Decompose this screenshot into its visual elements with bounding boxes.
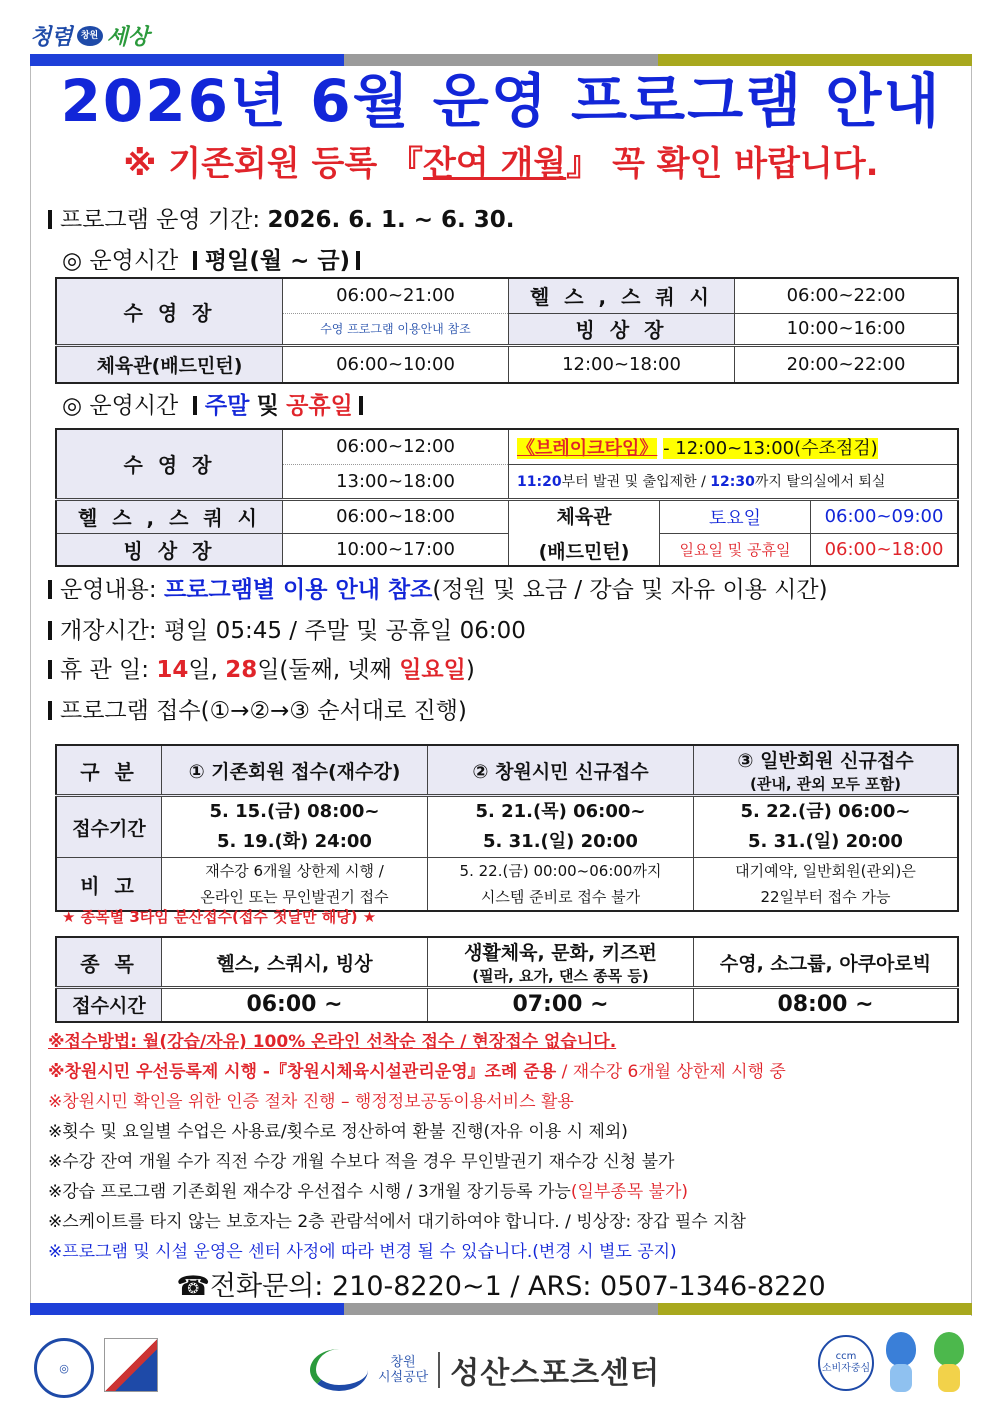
green-mascot-icon — [928, 1332, 970, 1394]
weekend-heading — [62, 389, 371, 423]
page-title: 2026년 6월 운영 프로그램 안내 — [60, 67, 942, 135]
split-col-health: 헬스, 스쿼시, 빙상 — [162, 937, 428, 988]
top-color-bar — [30, 54, 972, 66]
closed-text-2: 일(둘째, 넷째 — [257, 657, 392, 683]
weekday-gym-time-3: 20:00~22:00 — [735, 345, 959, 383]
operation-content — [48, 573, 828, 607]
weekday-ice-label: 빙 상 장 — [509, 313, 735, 345]
reg-col-citizen: ② 창원시민 신규접수 — [428, 745, 694, 796]
bullet-mark — [359, 396, 363, 415]
subtitle-prefix: ※ 기존회원 등록 — [123, 144, 378, 184]
reg-period-existing — [162, 796, 428, 858]
weekend-table — [55, 428, 959, 567]
weekend-ice-time: 10:00~17:00 — [283, 533, 509, 566]
reg-r3-a: 대기예약, 일반회원(관외)은 — [735, 862, 916, 880]
ccm-logo — [818, 1335, 874, 1391]
split-time-label: 접수시간 — [56, 988, 162, 1022]
weekday-ice-time: 10:00~16:00 — [735, 313, 959, 345]
reg-r2-a: 5. 22.(금) 00:00~06:00까지 — [459, 862, 662, 880]
weekday-table — [55, 277, 959, 384]
integrity-logo — [30, 20, 149, 51]
note-5: ※수강 잔여 개월 수가 직전 수강 개월 수보다 적을 경우 무인발권기 재수강 신청 불가 — [48, 1152, 675, 1172]
weekend-health-label: 헬 스 , 스 쿼 시 — [56, 499, 283, 533]
weekday-heading — [62, 244, 368, 278]
saturday-label: 토요일 — [660, 499, 811, 533]
break-note-d: 까지 탈의실에서 퇴실 — [754, 474, 886, 490]
corp-name-a: 창원 — [390, 1355, 416, 1370]
swoosh-logo-icon — [310, 1349, 368, 1391]
weekday-heading-value: 평일(월 ~ 금) — [204, 248, 351, 274]
reg-remark-citizen — [428, 858, 694, 912]
split-time-2: 07:00 ~ — [428, 988, 694, 1022]
logo-text-b: 세상 — [106, 24, 150, 50]
reg-period-label: 접수기간 — [56, 796, 162, 858]
reg-p3-a: 5. 22.(금) 06:00~ — [740, 801, 911, 822]
break-note — [509, 464, 959, 499]
weekend-pool-label: 수 영 장 — [56, 429, 283, 499]
bullet-mark — [48, 210, 52, 229]
sunday-label: 일요일 및 공휴일 — [660, 533, 811, 566]
reg-p2-b: 5. 31.(일) 20:00 — [483, 831, 638, 852]
reg-period-citizen — [428, 796, 694, 858]
weekend-gym-label — [509, 499, 660, 566]
bracket-close: 』 — [566, 144, 601, 184]
weekend-heading-prefix: ◎ 운영시간 — [62, 393, 179, 419]
logo-divider — [438, 1352, 440, 1388]
weekday-pool-note: 수영 프로그램 이용안내 참조 — [283, 313, 509, 345]
reg-col-existing: ① 기존회원 접수(재수강) — [162, 745, 428, 796]
split-time-table — [55, 936, 959, 1023]
subtitle-highlight: 잔여 개월 — [423, 144, 567, 184]
note-8: ※프로그램 및 시설 운영은 센터 사정에 따라 변경 될 수 있습니다.(변경 시 별도 공지) — [48, 1242, 677, 1262]
break-note-b: 부터 발권 및 출입제한 / — [561, 474, 706, 490]
note-1: ※접수방법: 월(강습/자유) 100% 온라인 선착순 접수 / 현장접수 없습니다. — [48, 1032, 617, 1052]
period-value: 2026. 6. 1. ~ 6. 30. — [267, 207, 515, 233]
note-4: ※횟수 및 요일별 수업은 사용료/횟수로 정산하여 환불 진행(자유 이용 시 제외) — [48, 1122, 628, 1142]
center-name: 성산스포츠센터 — [450, 1356, 661, 1391]
ccm-a: ccm — [835, 1351, 857, 1362]
corp-name — [378, 1355, 428, 1385]
weekday-health-label: 헬 스 , 스 쿼 시 — [509, 278, 735, 313]
weekend-ice-label: 빙 상 장 — [56, 533, 283, 566]
bullet-mark — [193, 251, 197, 270]
break-time-value: - 12:00~13:00(수조점검) — [663, 437, 878, 459]
reg-col-general-a: ③ 일반회원 신규접수 — [737, 750, 914, 772]
reg-remark-existing — [162, 858, 428, 912]
reg-p1-a: 5. 15.(금) 08:00~ — [209, 801, 380, 822]
human-rights-seal-icon: ◎ — [34, 1338, 94, 1398]
weekend-heading-mid: 및 — [256, 393, 279, 419]
blue-mascot-icon — [880, 1332, 922, 1394]
break-time — [509, 429, 959, 464]
reg-p3-b: 5. 31.(일) 20:00 — [748, 831, 903, 852]
note-6-a: ※강습 프로그램 기존회원 재수강 우선접수 시행 / 3개월 장기등록 가능 — [48, 1182, 571, 1202]
split-time-1: 06:00 ~ — [162, 988, 428, 1022]
closed-day-1: 14 — [156, 657, 189, 683]
logo-badge: 창원 — [77, 26, 103, 46]
phone-text: 전화문의: 210-8220~1 / ARS: 0507-1346-8220 — [209, 1271, 826, 1302]
certification-logos — [34, 1338, 158, 1398]
closed-end: ) — [465, 657, 475, 683]
split-col-category: 종 목 — [56, 937, 162, 988]
weekend-pool-time-1: 06:00~12:00 — [283, 429, 509, 464]
program-period — [48, 203, 514, 237]
split-time-3: 08:00 ~ — [694, 988, 959, 1022]
weekday-gym-label: 체육관(배드민턴) — [56, 345, 283, 383]
reg-col-general-b: (관내, 관외 모두 포함) — [750, 775, 901, 793]
bullet-mark — [193, 396, 197, 415]
weekday-pool-label: 수 영 장 — [56, 278, 283, 345]
note-2-a: ※창원시민 우선등록제 시행 -『창원시체육시설관리운영』조례 준용 — [48, 1062, 557, 1082]
reg-col-general — [694, 745, 959, 796]
weekday-heading-prefix: ◎ 운영시간 — [62, 248, 179, 274]
content-label: 운영내용: — [60, 577, 157, 603]
bullet-mark — [48, 660, 52, 679]
sunday-time: 06:00~18:00 — [811, 533, 959, 566]
center-logo — [310, 1348, 660, 1392]
bullet-mark — [48, 701, 52, 720]
note-6-b: (일부종목 불가) — [570, 1182, 689, 1202]
phone-inquiry — [30, 1268, 972, 1306]
note-2-b: / 재수강 6개월 상한제 시행 중 — [561, 1062, 786, 1082]
closed-sunday: 일요일 — [399, 657, 466, 683]
bullet-mark — [48, 621, 52, 640]
split-col-swim: 수영, 소그룹, 아쿠아로빅 — [694, 937, 959, 988]
note-7: ※스케이트를 타지 않는 보호자는 2층 관람석에서 대기하여야 합니다. / 빙상장: 장갑 필수 지참 — [48, 1212, 746, 1232]
reg-p1-b: 5. 19.(화) 24:00 — [217, 831, 372, 852]
note-3: ※창원시민 확인을 위한 인증 절차 진행 – 행정정보공동이용서비스 활용 — [48, 1092, 574, 1112]
reg-r1-a: 재수강 6개월 상한제 시행 / — [205, 862, 384, 880]
registration-table — [55, 744, 959, 912]
weekday-health-time: 06:00~22:00 — [735, 278, 959, 313]
weekday-gym-time-2: 12:00~18:00 — [509, 345, 735, 383]
reg-period-general — [694, 796, 959, 858]
registration-heading — [48, 694, 467, 728]
certification-mark-icon — [104, 1338, 158, 1392]
note-6 — [48, 1177, 968, 1207]
note-2 — [48, 1057, 968, 1087]
period-label: 프로그램 운영 기간: — [60, 207, 261, 233]
reg-col-category: 구 분 — [56, 745, 162, 796]
weekend-heading-b: 공휴일 — [286, 393, 353, 419]
weekend-heading-a: 주말 — [204, 393, 250, 419]
subtitle — [30, 140, 972, 188]
split-col-life-a: 생활체육, 문화, 키즈펀 — [464, 942, 657, 964]
break-note-c: 12:30 — [710, 474, 755, 490]
reg-p2-a: 5. 21.(목) 06:00~ — [475, 801, 646, 822]
content-value: 프로그램별 이용 안내 참조 — [163, 577, 433, 603]
weekend-gym-label-a: 체육관 — [556, 505, 612, 528]
notes-list — [48, 1027, 968, 1267]
closed-days — [48, 653, 475, 687]
corp-name-b: 시설공단 — [378, 1370, 429, 1385]
reg-remark-general — [694, 858, 959, 912]
bracket-open: 『 — [389, 144, 424, 184]
reg-r1-b: 온라인 또는 무인발권기 접수 — [200, 888, 389, 906]
break-note-a: 11:20 — [517, 474, 562, 490]
ccm-b: 소비자중심 — [821, 1363, 871, 1374]
bullet-mark — [48, 580, 52, 599]
bullet-mark — [356, 251, 360, 270]
reg-remark-label: 비 고 — [56, 858, 162, 912]
weekend-gym-label-b: (배드민턴) — [538, 540, 630, 563]
break-title: 《브레이크타임》 — [517, 437, 658, 459]
saturday-time: 06:00~09:00 — [811, 499, 959, 533]
weekend-pool-time-2: 13:00~18:00 — [283, 464, 509, 499]
weekday-pool-time: 06:00~21:00 — [283, 278, 509, 313]
closed-label: 휴 관 일: — [60, 657, 150, 683]
weekend-health-time: 06:00~18:00 — [283, 499, 509, 533]
logo-text-a: 청렴 — [30, 24, 73, 50]
split-col-life-b: (필라, 요가, 댄스 종목 등) — [472, 967, 649, 985]
subtitle-suffix: 꼭 확인 바랍니다. — [612, 144, 879, 184]
mascot-logos — [818, 1332, 970, 1394]
registration-label: 프로그램 접수(①→②→③ 순서대로 진행) — [60, 698, 467, 724]
split-col-life — [428, 937, 694, 988]
phone-icon: ☎ — [176, 1271, 210, 1302]
split-registration-note: ★ 종목별 3타임 분산접수(접수 첫날만 해당) ★ — [62, 908, 377, 926]
open-value: 평일 05:45 / 주말 및 공휴일 06:00 — [163, 618, 526, 644]
closed-text-1: 일, — [188, 657, 218, 683]
weekday-gym-time-1: 06:00~10:00 — [283, 345, 509, 383]
reg-r2-b: 시스템 준비로 접수 불가 — [480, 888, 641, 906]
opening-hours — [48, 614, 526, 648]
closed-day-2: 28 — [225, 657, 258, 683]
reg-r3-b: 22일부터 접수 가능 — [760, 888, 891, 906]
open-label: 개장시간: — [60, 618, 157, 644]
content-suffix: (정원 및 요금 / 강습 및 자유 이용 시간) — [432, 577, 828, 603]
